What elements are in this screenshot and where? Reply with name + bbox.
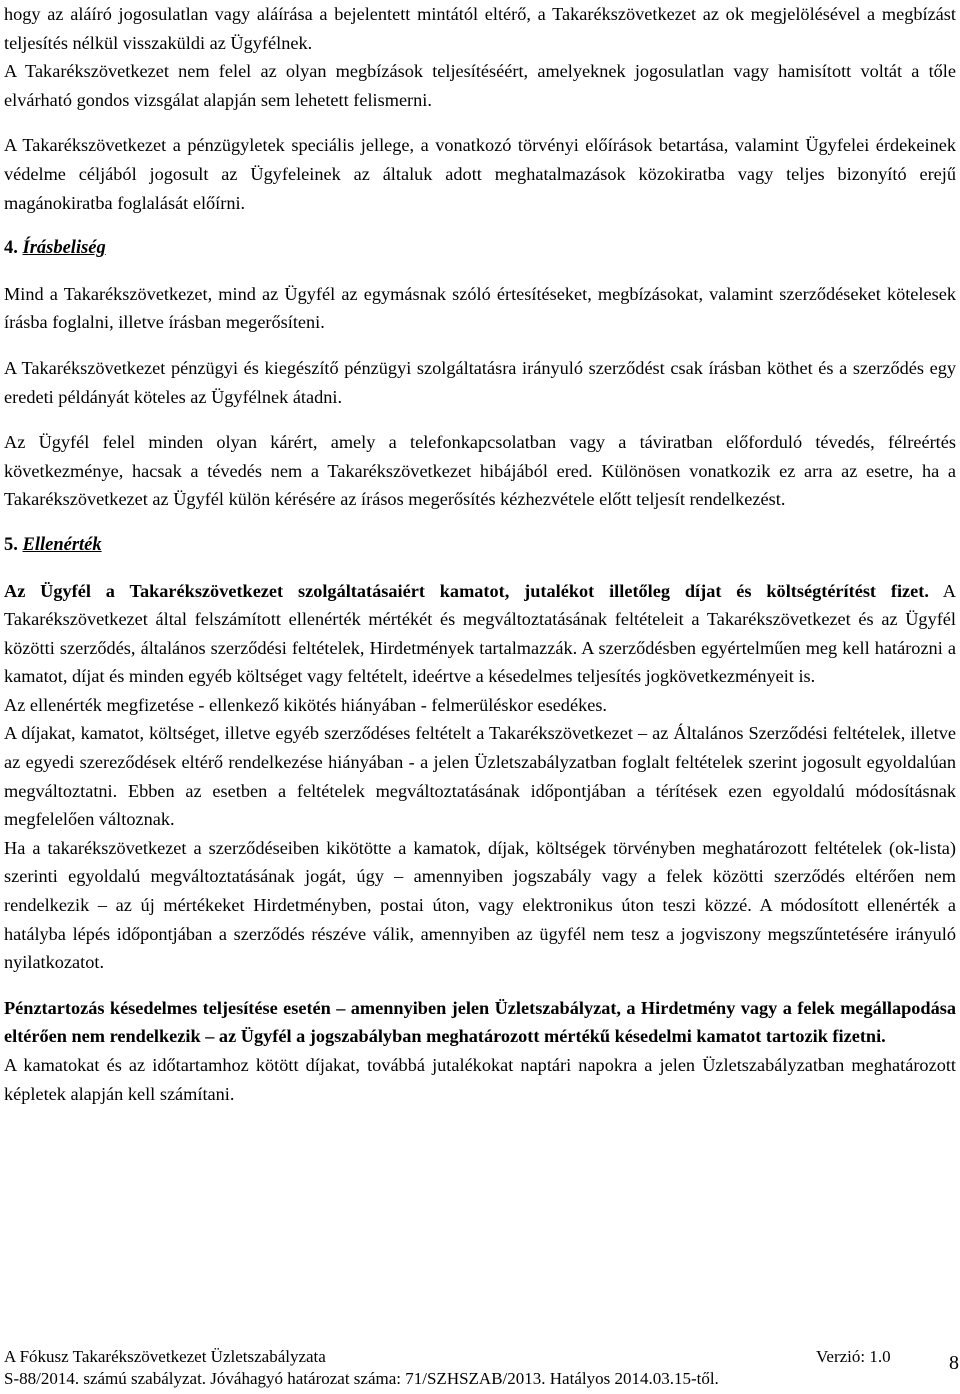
paragraph — [4, 280, 956, 337]
paragraph-spacer — [4, 411, 956, 428]
paragraph-spacer — [4, 217, 956, 234]
paragraph-spacer — [4, 337, 956, 354]
footer-approval-line: S-88/2014. számú szabályzat. Jóváhagyó határozat száma: 71/SZHSZAB/2013. Hatályos 2014.03.15-től. — [4, 1369, 719, 1388]
text-run: A kamatokat és az időtartamhoz kötött díjakat, továbbá jutalékokat naptári napokra a jelen Üzletszabályzatban meghatározott képletek alapján kell számítani. — [4, 1055, 956, 1104]
section-title: Írásbeliség — [22, 238, 106, 259]
bold-text-run: Az Ügyfél a Takarékszövetkezet szolgáltatásaiért kamatot, jutalékot illetőleg díjat és költségtérítést fizet. — [4, 580, 929, 601]
text-run: Az ellenérték megfizetése - ellenkező kikötés hiányában - felmerüléskor esedékes. — [4, 694, 608, 715]
paragraph-spacer — [4, 514, 956, 531]
paragraph — [4, 719, 956, 833]
section-title: Ellenérték — [22, 534, 102, 555]
section-heading — [4, 234, 956, 263]
text-run: A Takarékszövetkezet által felszámított ellenérték mértékét és megváltoztatásának feltételeit a Takarékszövetkezet és az Ügyfél közötti szerződés, általános szerződési feltételek, Hirdetmények tartalmazzák. A szerződésben egyértelműen meg kell határozni a kamatot, díjat és minden egyéb költséget vagy feltételt, ideértve a késedelmes teljesítés jogkövetkezményeit is. — [4, 580, 956, 687]
text-run: Mind a Takarékszövetkezet, mind az Ügyfél az egymásnak szóló értesítéseket, megbízásokat, valamint szerződéseket kötelesek írásba foglalni, illetve írásban megerősíteni. — [4, 283, 956, 333]
paragraph — [4, 428, 956, 514]
paragraph — [4, 1051, 956, 1108]
text-run: A díjakat, kamatot, költséget, illetve egyéb szerződéses feltételt a Takarékszövetkezet – az Általános Szerződési feltételek, illetve az egyedi szereződések eltérő rendelkezése hiányában - a jelen Üzletszabályzatban foglalt feltételek szerint jogosult egyoldalúan megváltoztatni. Ebben az esetben a feltételek megváltoztatásának időpontjában a térítések ezen egyoldalú módosításnak megfelelően változnak. — [4, 723, 956, 830]
bold-text-run: Pénztartozás késedelmes teljesítése esetén – amennyiben jelen Üzletszabályzat, a Hirdetmény vagy a felek megállapodása eltérően nem rendelkezik – az Ügyfél a jogszabályban meghatározott mértékű késedelmi kamatot tartozik fizetni. — [4, 997, 956, 1047]
footer-title: A Fókusz Takarékszövetkezet Üzletszabályzata — [4, 1347, 326, 1366]
paragraph-spacer — [4, 977, 956, 994]
footer-version: Verzió: 1.0 — [816, 1347, 891, 1366]
paragraph — [4, 131, 956, 217]
paragraph — [4, 834, 956, 977]
section-heading — [4, 531, 956, 560]
section-number: 5. — [4, 534, 18, 555]
paragraph-spacer — [4, 114, 956, 131]
page-footer — [4, 1346, 959, 1390]
document-body — [4, 0, 956, 1108]
text-run: A Takarékszövetkezet a pénzügyletek speciális jellege, a vonatkozó törvényi előírások betartása, valamint Ügyfelei érdekeinek védelme céljából jogosult az Ügyfeleinek az általuk adott meghatalmazások közokiratba vagy teljes bizonyító erejű magánokiratba foglalását előírni. — [4, 135, 956, 213]
text-run: Ha a takarékszövetkezet a szerződéseiben kikötötte a kamatok, díjak, költségek törvényben meghatározott feltételek (ok-lista) szerinti egyoldalú megváltoztatásának jogát, úgy – amennyiben jogszabály vagy a felek közötti szerződés eltérően nem rendelkezik – az új mértékeket Hirdetményben, postai úton, vagy elektronikus úton teszi közzé. A módosított ellenérték a hatályba lépés időpontjában a szerződés részéve válik, amennyiben az ügyfél nem tesz a jogviszony megszűntetésére irányuló nyilatkozatot. — [4, 837, 956, 973]
text-run: A Takarékszövetkezet nem felel az olyan megbízások teljesítéséért, amelyeknek jogosulatlan vagy hamisított voltát a tőle elvárható gondos vizsgálat alapján sem lehetett felismerni. — [4, 61, 956, 110]
text-run: Az Ügyfél felel minden olyan kárért, amely a telefonkapcsolatban vagy a táviratban előforduló tévedés, félreértés következménye, hacsak a tévedés nem a Takarékszövetkezet hibájából ered. Különösen vonatkozik ez arra az esetre, ha a Takarékszövetkezet az Ügyfél külön kérésére az írásos megerősítés kézhezvétele előtt teljesít rendelkezést. — [4, 432, 956, 510]
paragraph — [4, 354, 956, 411]
paragraph — [4, 577, 956, 691]
paragraph — [4, 994, 956, 1051]
text-run: hogy az aláíró jogosulatlan vagy aláírása a bejelentett mintától eltérő, a Takarékszövetkezet az ok megjelölésével a megbízást teljesítés nélkül visszaküldi az Ügyfélnek. — [4, 4, 956, 53]
text-run: A Takarékszövetkezet pénzügyi és kiegészítő pénzügyi szolgáltatásra irányuló szerződést csak írásban köthet és a szerződés egy eredeti példányát köteles az Ügyfélnek átadni. — [4, 357, 956, 407]
page-number: 8 — [949, 1352, 959, 1374]
paragraph — [4, 57, 956, 114]
paragraph — [4, 0, 956, 57]
paragraph-spacer — [4, 263, 956, 280]
section-number: 4. — [4, 238, 18, 259]
paragraph — [4, 691, 956, 720]
paragraph-spacer — [4, 560, 956, 577]
